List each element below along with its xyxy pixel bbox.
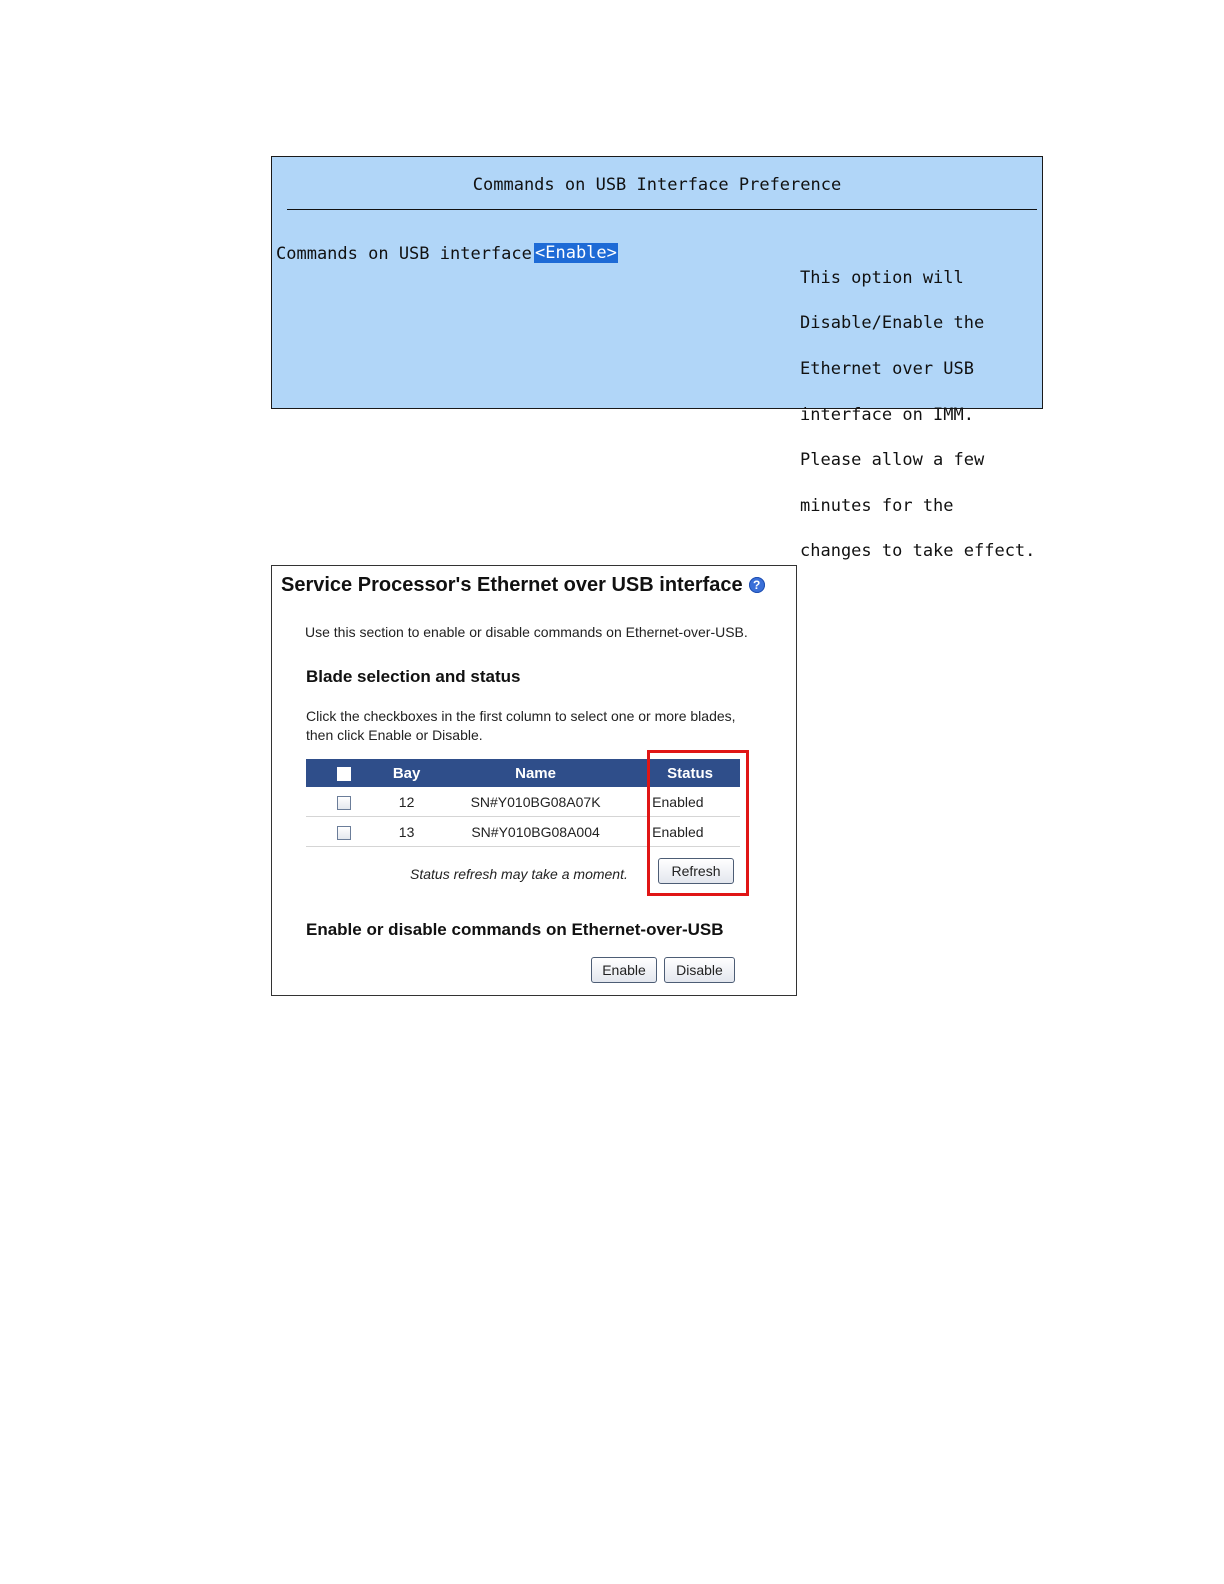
panel-title: [281, 574, 765, 597]
enable-button[interactable]: Enable: [591, 957, 657, 983]
help-line: minutes for the: [800, 495, 954, 516]
ethernet-over-usb-panel: [271, 565, 797, 996]
bay-cell: 12: [382, 787, 431, 817]
panel-description: Use this section to enable or disable commands on Ethernet-over-USB.: [305, 624, 748, 640]
setup-utility-panel: [271, 156, 1043, 562]
help-line: Ethernet over USB: [800, 358, 974, 379]
status-column-header[interactable]: Status: [640, 759, 740, 787]
table-row: [306, 787, 740, 817]
row-checkbox[interactable]: [337, 826, 351, 840]
disable-button[interactable]: Disable: [664, 957, 735, 983]
help-line: This option will: [800, 267, 964, 288]
help-line: changes to take effect.: [800, 541, 1036, 562]
row-checkbox[interactable]: [337, 796, 351, 810]
blade-table: [306, 759, 740, 847]
bay-cell: 13: [382, 817, 431, 847]
help-icon[interactable]: ?: [749, 577, 765, 593]
help-line: Disable/Enable the: [800, 313, 985, 334]
name-cell: SN#Y010BG08A07K: [431, 787, 640, 817]
help-line: Please allow a few: [800, 450, 985, 471]
select-all-checkbox[interactable]: [337, 767, 351, 781]
setup-title-divider: [287, 209, 1037, 210]
blade-section-heading: Blade selection and status: [306, 667, 521, 686]
row-select-cell: [306, 817, 382, 847]
panel-title-text: Service Processor's Ethernet over USB interface: [281, 574, 743, 596]
refresh-note: Status refresh may take a moment.: [410, 866, 628, 882]
refresh-button[interactable]: Refresh: [658, 858, 734, 884]
status-cell: Enabled: [640, 787, 740, 817]
commands-section-heading: Enable or disable commands on Ethernet-over-USB: [306, 920, 724, 939]
status-cell: Enabled: [640, 817, 740, 847]
name-column-header[interactable]: Name: [431, 759, 640, 787]
table-row: [306, 817, 740, 847]
select-all-header: [306, 759, 382, 787]
setup-help-text: [800, 244, 1040, 586]
setup-page-title: Commands on USB Interface Preference: [472, 175, 842, 195]
row-select-cell: [306, 787, 382, 817]
help-line: interface on IMM.: [800, 404, 974, 425]
name-cell: SN#Y010BG08A004: [431, 817, 640, 847]
table-header-row: [306, 759, 740, 787]
usb-commands-option-label: Commands on USB interface: [276, 244, 532, 264]
blade-section-instructions: Click the checkboxes in the first column to select one or more blades, then click Enable or Disable.: [306, 708, 736, 743]
bay-column-header[interactable]: Bay: [382, 759, 431, 787]
usb-commands-option-value[interactable]: <Enable>: [535, 243, 617, 263]
